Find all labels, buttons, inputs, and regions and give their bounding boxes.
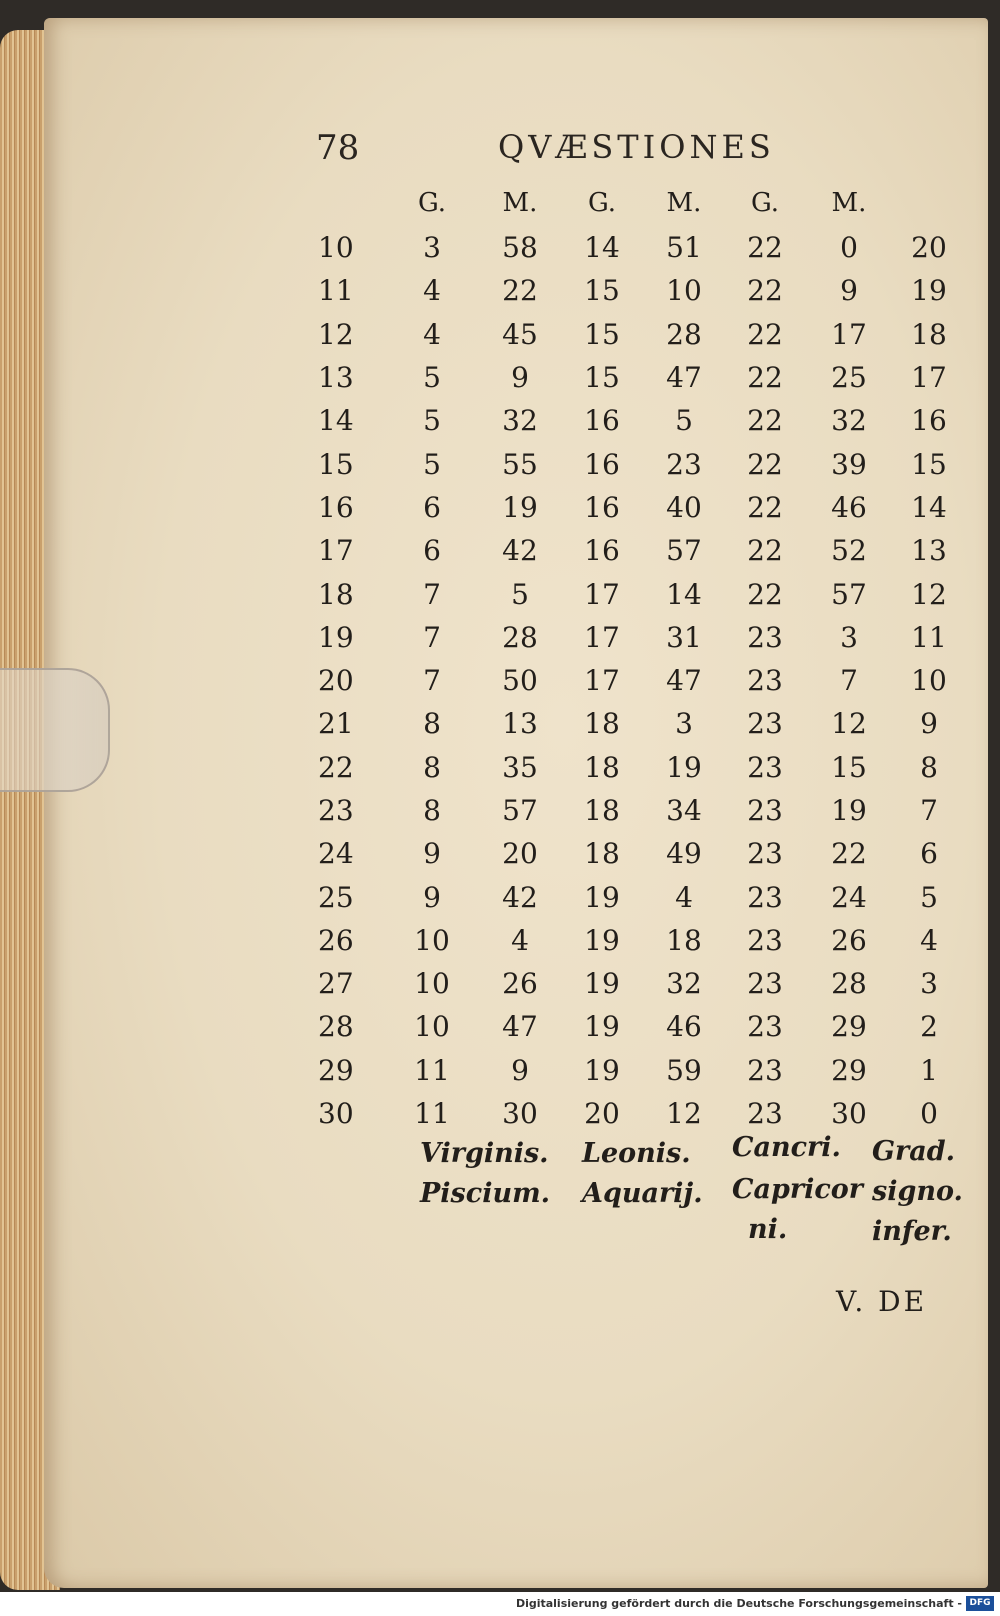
row-degree: 25 <box>318 880 354 914</box>
table-cell: 14 <box>666 577 702 611</box>
table-row <box>310 1049 966 1092</box>
table-row <box>310 529 966 572</box>
table-cell: 22 <box>831 837 867 871</box>
table-row <box>310 399 966 442</box>
table-cell: 46 <box>666 1010 702 1044</box>
table-cell: 22 <box>747 447 783 481</box>
row-degree: 23 <box>318 794 354 827</box>
table-cell: 15 <box>584 361 620 395</box>
complement-degree: 18 <box>911 317 947 351</box>
table-cell: 25 <box>831 361 867 395</box>
table-cell: 14 <box>584 231 620 265</box>
table-cell: 23 <box>747 707 783 741</box>
column-header: M. <box>831 188 867 218</box>
table-row <box>310 572 966 615</box>
complement-degree: 1 <box>920 1053 938 1087</box>
row-degree: 10 <box>318 231 354 265</box>
row-degree: 26 <box>318 923 354 957</box>
table-row <box>310 1005 966 1048</box>
table-cell: 10 <box>414 1010 450 1044</box>
complement-degree: 10 <box>911 664 947 698</box>
column-header: G. <box>417 188 447 218</box>
complement-degree: 16 <box>911 404 947 438</box>
table-cell: 28 <box>502 620 538 654</box>
table-cell: 23 <box>747 750 783 784</box>
table-cell: 12 <box>666 1097 702 1131</box>
table-cell: 3 <box>675 707 693 741</box>
table-cell: 26 <box>502 967 538 1001</box>
table-cell: 5 <box>423 361 441 395</box>
table-cell: 16 <box>584 534 620 568</box>
table-cell: 57 <box>831 577 867 611</box>
table-header-row <box>310 180 966 226</box>
table-cell: 9 <box>840 274 858 308</box>
table-row <box>310 702 966 745</box>
table-cell: 34 <box>666 794 702 827</box>
table-cell: 5 <box>423 404 441 438</box>
table-cell: 5 <box>511 577 529 611</box>
column-header <box>310 180 384 226</box>
table-cell: 22 <box>747 361 783 395</box>
table-cell: 23 <box>747 1010 783 1044</box>
table-cell: 32 <box>831 404 867 438</box>
table-row <box>310 1092 966 1135</box>
complement-degree: 13 <box>911 534 947 568</box>
table-cell: 59 <box>666 1053 702 1087</box>
table-cell: 23 <box>747 794 783 827</box>
column-header: M. <box>666 188 702 218</box>
table-row <box>310 486 966 529</box>
table-cell: 6 <box>423 490 441 524</box>
row-degree: 27 <box>318 967 354 1001</box>
table-row <box>310 789 966 832</box>
table-cell: 28 <box>831 967 867 1001</box>
table-cell: 30 <box>502 1097 538 1131</box>
table-cell: 13 <box>502 707 538 741</box>
table-cell: 17 <box>584 620 620 654</box>
label-virginis: Virginis. <box>420 1138 549 1169</box>
complement-degree: 9 <box>920 707 938 741</box>
table-row <box>310 746 966 789</box>
table-cell: 15 <box>831 750 867 784</box>
table-cell: 17 <box>584 577 620 611</box>
table-cell: 42 <box>502 534 538 568</box>
page-number: 78 <box>316 128 360 168</box>
running-title: QVÆSTIONES <box>498 128 775 166</box>
table-cell: 49 <box>666 837 702 871</box>
table-row <box>310 659 966 702</box>
table-cell: 11 <box>414 1053 450 1087</box>
row-degree: 18 <box>318 577 354 611</box>
table-cell: 22 <box>747 490 783 524</box>
table-cell: 19 <box>666 750 702 784</box>
table-cell: 18 <box>584 707 620 741</box>
table-cell: 18 <box>666 923 702 957</box>
table-cell: 16 <box>584 490 620 524</box>
table-cell: 23 <box>747 880 783 914</box>
table-cell: 7 <box>423 664 441 698</box>
table-cell: 11 <box>414 1097 450 1131</box>
table-cell: 4 <box>423 317 441 351</box>
complement-degree: 2 <box>920 1010 938 1044</box>
table-cell: 23 <box>747 1053 783 1087</box>
table-row <box>310 962 966 1005</box>
table-cell: 47 <box>502 1010 538 1044</box>
table-cell: 23 <box>747 837 783 871</box>
table-cell: 35 <box>502 750 538 784</box>
table-cell: 19 <box>584 967 620 1001</box>
table-cell: 5 <box>675 404 693 438</box>
table-cell: 10 <box>666 274 702 308</box>
table-cell: 3 <box>840 620 858 654</box>
row-degree: 24 <box>318 837 354 871</box>
table-cell: 19 <box>584 1053 620 1087</box>
table-cell: 6 <box>423 534 441 568</box>
table-cell: 51 <box>666 231 702 265</box>
page-clip <box>0 668 110 792</box>
complement-degree: 15 <box>911 447 947 481</box>
table-cell: 29 <box>831 1010 867 1044</box>
table-row <box>310 875 966 918</box>
digitization-banner <box>0 1592 1000 1616</box>
complement-degree: 14 <box>911 490 947 524</box>
complement-degree: 4 <box>920 923 938 957</box>
label-signo: signo. <box>872 1176 963 1207</box>
column-header: M. <box>502 188 538 218</box>
table-cell: 5 <box>423 447 441 481</box>
table-cell: 24 <box>831 880 867 914</box>
row-degree: 13 <box>318 361 354 395</box>
table-cell: 4 <box>423 274 441 308</box>
astronomical-table <box>310 180 966 1135</box>
column-header: G. <box>750 188 780 218</box>
row-degree: 12 <box>318 317 354 351</box>
row-degree: 19 <box>318 620 354 654</box>
table-cell: 20 <box>584 1097 620 1131</box>
table-cell: 19 <box>502 490 538 524</box>
complement-degree: 8 <box>920 750 938 784</box>
table-cell: 9 <box>511 1053 529 1087</box>
table-cell: 57 <box>666 534 702 568</box>
table-row <box>310 313 966 356</box>
table-cell: 47 <box>666 361 702 395</box>
table-cell: 16 <box>584 404 620 438</box>
table-body <box>310 226 966 1135</box>
complement-degree: 17 <box>911 361 947 395</box>
banner-text: Digitalisierung gefördert durch die Deutsche Forschungsgemeinschaft - <box>515 1597 962 1610</box>
table-row <box>310 919 966 962</box>
table-cell: 15 <box>584 317 620 351</box>
table-cell: 46 <box>831 490 867 524</box>
dfg-logo: DFG <box>966 1596 994 1611</box>
table-cell: 28 <box>666 317 702 351</box>
table-cell: 10 <box>414 967 450 1001</box>
table-cell: 23 <box>747 620 783 654</box>
complement-degree: 0 <box>920 1097 938 1131</box>
complement-degree: 20 <box>911 231 947 265</box>
table-cell: 18 <box>584 794 620 827</box>
table-cell: 20 <box>502 837 538 871</box>
table-cell: 16 <box>584 447 620 481</box>
table-cell: 17 <box>584 664 620 698</box>
label-ni: ni. <box>748 1214 788 1245</box>
table-cell: 22 <box>747 534 783 568</box>
table-cell: 7 <box>423 577 441 611</box>
row-degree: 14 <box>318 404 354 438</box>
table-cell: 0 <box>840 231 858 265</box>
table-cell: 50 <box>502 664 538 698</box>
table-cell: 4 <box>511 923 529 957</box>
table-cell: 39 <box>831 447 867 481</box>
table-cell: 4 <box>675 880 693 914</box>
table-cell: 57 <box>502 794 538 827</box>
table-cell: 22 <box>747 231 783 265</box>
table-cell: 23 <box>747 664 783 698</box>
complement-degree: 7 <box>920 794 938 827</box>
row-degree: 20 <box>318 664 354 698</box>
table-cell: 12 <box>831 707 867 741</box>
table-cell: 15 <box>584 274 620 308</box>
table-cell: 22 <box>747 404 783 438</box>
label-cancri: Cancri. <box>732 1132 841 1163</box>
table-row <box>310 832 966 875</box>
label-grad: Grad. <box>872 1136 956 1167</box>
table-cell: 32 <box>666 967 702 1001</box>
table-cell: 3 <box>423 231 441 265</box>
table-cell: 7 <box>423 620 441 654</box>
table-cell: 22 <box>747 317 783 351</box>
label-aquarij: Aquarij. <box>582 1178 703 1209</box>
label-capricor: Capricor <box>732 1174 864 1205</box>
complement-degree: 6 <box>920 837 938 871</box>
row-degree: 29 <box>318 1053 354 1087</box>
row-degree: 28 <box>318 1010 354 1044</box>
table-cell: 29 <box>831 1053 867 1087</box>
table-cell: 18 <box>584 750 620 784</box>
table-cell: 9 <box>423 880 441 914</box>
table-cell: 9 <box>511 361 529 395</box>
complement-degree: 19 <box>911 274 947 308</box>
table-row <box>310 356 966 399</box>
table-cell: 23 <box>747 967 783 1001</box>
table-cell: 40 <box>666 490 702 524</box>
table-cell: 18 <box>584 837 620 871</box>
table-cell: 30 <box>831 1097 867 1131</box>
table-cell: 22 <box>502 274 538 308</box>
table-cell: 22 <box>747 577 783 611</box>
table-cell: 42 <box>502 880 538 914</box>
table-cell: 26 <box>831 923 867 957</box>
table-cell: 8 <box>423 794 441 827</box>
table-row <box>310 616 966 659</box>
complement-degree: 3 <box>920 967 938 1001</box>
table-cell: 23 <box>747 1097 783 1131</box>
table-cell: 7 <box>840 664 858 698</box>
table-cell: 45 <box>502 317 538 351</box>
table-cell: 23 <box>747 923 783 957</box>
row-degree: 16 <box>318 490 354 524</box>
table-cell: 8 <box>423 707 441 741</box>
table-cell: 8 <box>423 750 441 784</box>
label-infer: infer. <box>872 1216 952 1247</box>
label-piscium: Piscium. <box>420 1178 551 1209</box>
label-leonis: Leonis. <box>582 1138 691 1169</box>
row-degree: 15 <box>318 447 354 481</box>
table-cell: 32 <box>502 404 538 438</box>
table-cell: 31 <box>666 620 702 654</box>
catchword: V. DE <box>836 1285 928 1318</box>
table-cell: 10 <box>414 923 450 957</box>
table-cell: 55 <box>502 447 538 481</box>
column-header: G. <box>587 188 617 218</box>
table-cell: 19 <box>584 1010 620 1044</box>
table-cell: 9 <box>423 837 441 871</box>
row-degree: 11 <box>318 274 354 308</box>
column-header <box>892 180 966 226</box>
complement-degree: 11 <box>911 620 947 654</box>
table-cell: 19 <box>584 880 620 914</box>
table-cell: 19 <box>584 923 620 957</box>
table-cell: 22 <box>747 274 783 308</box>
table-cell: 52 <box>831 534 867 568</box>
complement-degree: 12 <box>911 577 947 611</box>
table-cell: 19 <box>831 794 867 827</box>
table-row <box>310 442 966 485</box>
table-cell: 23 <box>666 447 702 481</box>
table-cell: 58 <box>502 231 538 265</box>
row-degree: 30 <box>318 1097 354 1131</box>
table-cell: 17 <box>831 317 867 351</box>
complement-degree: 5 <box>920 880 938 914</box>
table-row <box>310 269 966 312</box>
row-degree: 17 <box>318 534 354 568</box>
table-cell: 47 <box>666 664 702 698</box>
row-degree: 22 <box>318 750 354 784</box>
table-row <box>310 226 966 269</box>
row-degree: 21 <box>318 707 354 741</box>
